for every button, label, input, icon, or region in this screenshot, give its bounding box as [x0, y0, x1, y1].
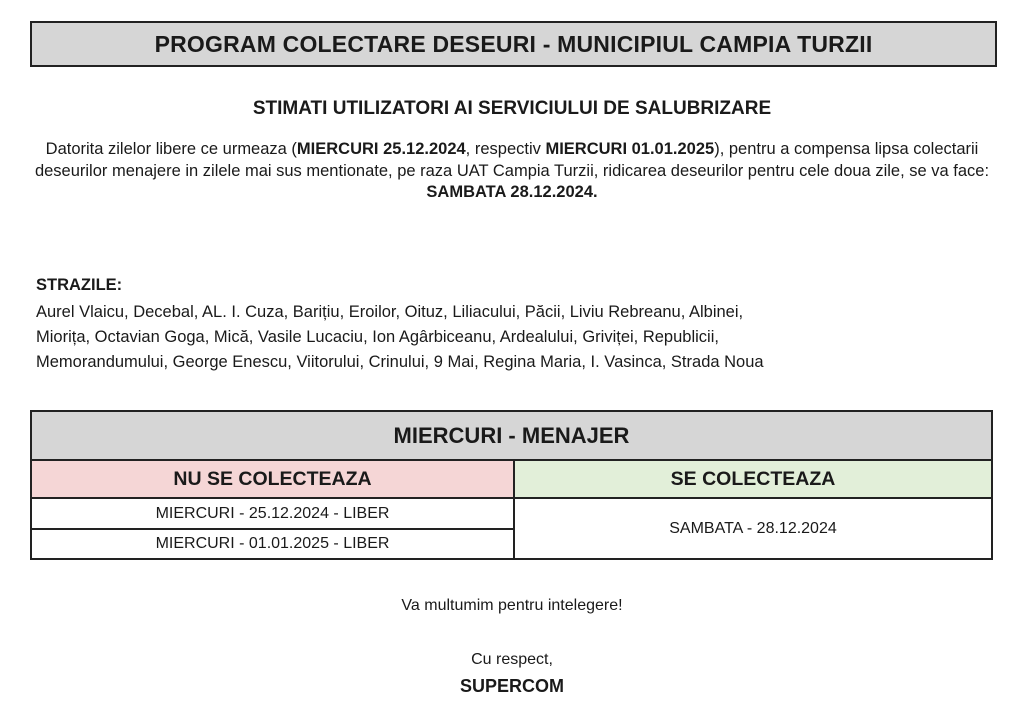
not-collected-row: MIERCURI - 01.01.2025 - LIBER — [32, 530, 515, 558]
streets-list — [36, 300, 986, 375]
intro-text-part1: Datorita zilelor libere ce urmeaza ( — [45, 140, 297, 158]
schedule-title: MIERCURI - MENAJER — [32, 412, 991, 461]
notice-intro — [20, 139, 1004, 204]
replacement-day: SAMBATA 28.12.2024. — [426, 183, 598, 201]
streets-line: Aurel Vlaicu, Decebal, AL. I. Cuza, Barițiu, Eroilor, Oituz, Liliacului, Păcii, Liviu Rebreanu, Albinei, — [36, 303, 744, 321]
document-title: PROGRAM COLECTARE DESEURI - MUNICIPIUL CAMPIA TURZII — [30, 21, 997, 67]
collected-date: SAMBATA - 28.12.2024 — [669, 519, 837, 537]
schedule-table — [30, 410, 993, 560]
holiday-date-2: MIERCURI 01.01.2025 — [545, 140, 715, 158]
streets-line: Miorița, Octavian Goga, Mică, Vasile Lucaciu, Ion Agârbiceanu, Ardealului, Griviței, Republicii, — [36, 328, 719, 346]
streets-line: Memorandumului, George Enescu, Viitorului, Crinului, 9 Mai, Regina Maria, I. Vasinca, Strada Noua — [36, 353, 764, 371]
streets-heading: STRAZILE: — [36, 276, 123, 294]
intro-text-part3: ), pentru a compensa lipsa colectarii deseurilor menajere in zilele mai sus mentionate, pe raza UAT Campia Turzii, ridicarea deseurilor pentru cele doua zile, se va face: — [34, 140, 990, 180]
thanks-message: Va multumim pentru intelegere! — [401, 597, 623, 614]
holiday-date-1: MIERCURI 25.12.2024 — [296, 140, 466, 158]
closing-salutation: Cu respect, — [471, 651, 553, 668]
intro-text-part2: , respectiv — [465, 140, 546, 158]
not-collected-row: MIERCURI - 25.12.2024 - LIBER — [32, 499, 515, 530]
company-signature: SUPERCOM — [459, 676, 564, 696]
not-collected-header: NU SE COLECTEAZA — [32, 461, 515, 499]
notice-subtitle: STIMATI UTILIZATORI AI SERVICIULUI DE SALUBRIZARE — [252, 98, 772, 119]
collected-header: SE COLECTEAZA — [515, 461, 991, 499]
